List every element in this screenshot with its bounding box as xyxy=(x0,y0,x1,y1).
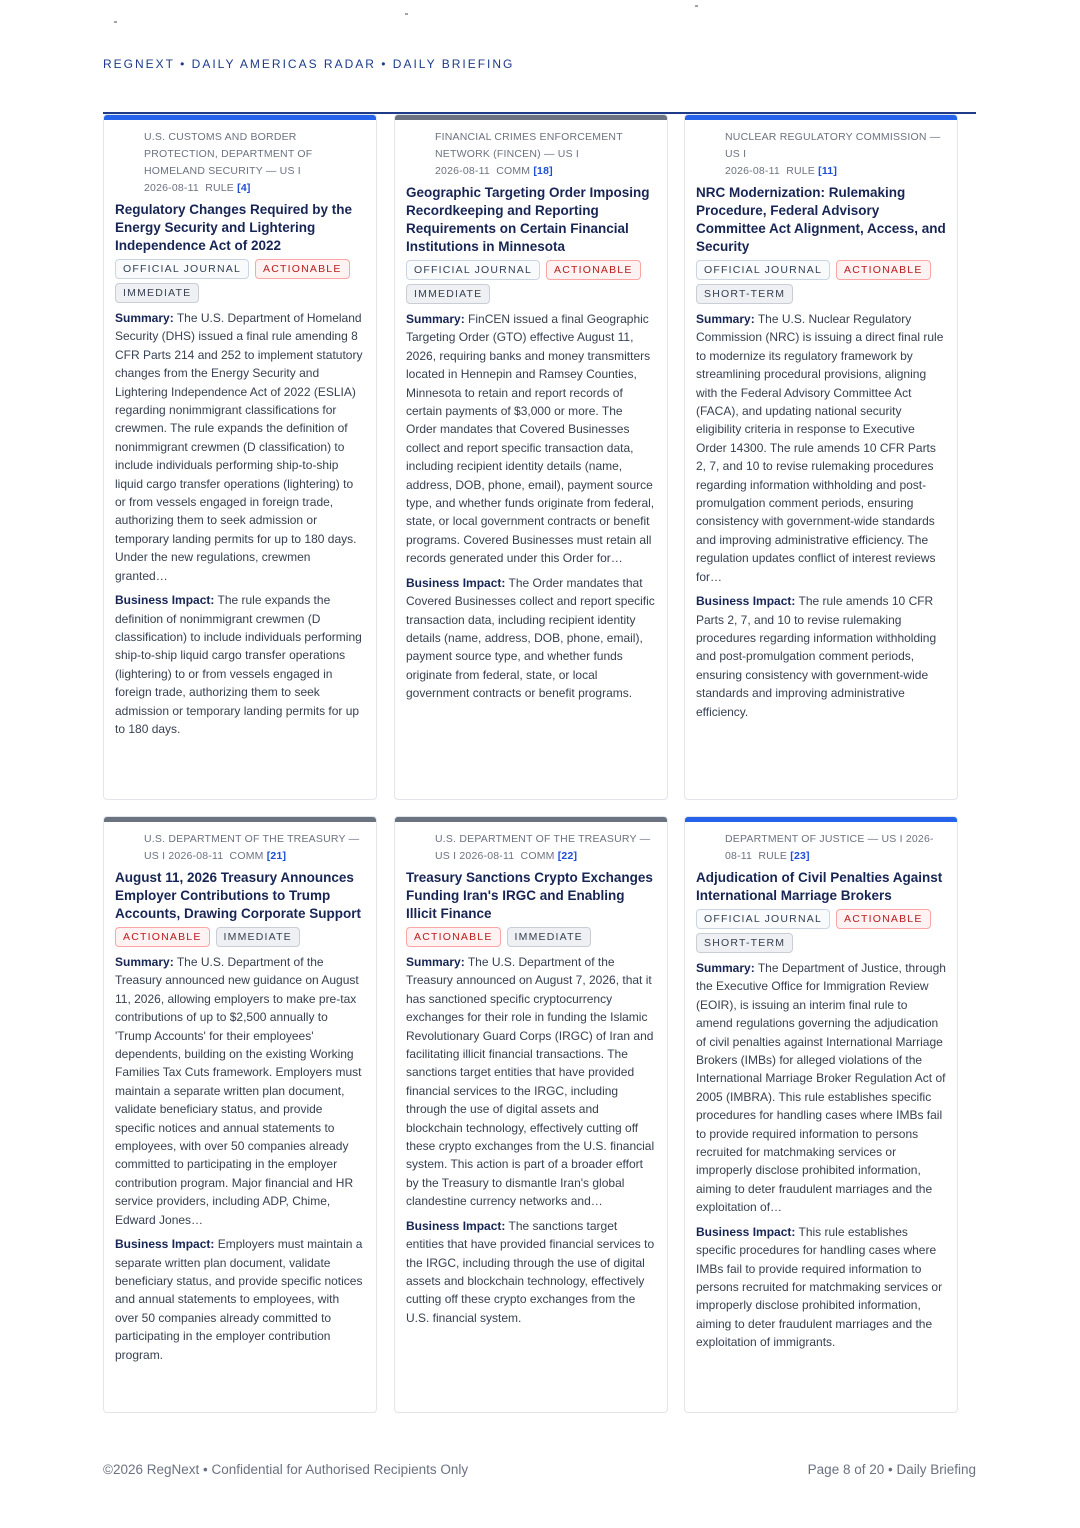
doc-type-label: RULE xyxy=(786,165,815,177)
summary-text: The Department of Justice, through the Executive Office for Immigration Review (EOIR), is issuing an interim final rule to amend regulations governing the adjudication of civil penalties against International Marriage Brokers (IMBs) for alleged violations of the International Marriage Broker Regulation Act of 2005 (IMBRA). This rule establishes specific procedures for handling cases where IMBs fail to provide required information to persons recruited for matchmaking services or improperly disclose prohibited information, aiming to deter fraudulent marriages and the exploitation of… xyxy=(696,961,946,1215)
reference-link[interactable]: [11] xyxy=(818,165,838,177)
card-meta xyxy=(406,129,656,180)
date-label: 2026-08-11 xyxy=(144,182,199,194)
doc-type-label: COMM xyxy=(496,165,531,177)
summary-text: The U.S. Department of the Treasury announced on August 7, 2026, that it has sanctioned specific cryptocurrency exchanges for their role in funding the Islamic Revolutionary Guard Corps (IRGC) of Iran and facilitating illicit financial transactions. The sanctions target entities that have provided financial services to the IRGC, including through the use of digital assets and blockchain technology, effectively cutting off these crypto exchanges from the U.S. financial system. This action is part of a broader effort by the Treasury to dismantle Iran's global clandestine currency networks and… xyxy=(406,955,655,1209)
business-impact-paragraph xyxy=(115,591,365,738)
business-impact-label: Business Impact: xyxy=(406,1218,506,1233)
agency-label: U.S. CUSTOMS AND BORDER PROTECTION, DEPARTMENT OF HOMELAND SECURITY — US I xyxy=(144,131,313,177)
business-impact-text: The rule amends 10 CFR Parts 2, 7, and 10 to revise rulemaking procedures regarding information withholding and post-promulgation comment periods, ensuring consistency with government-wide standards and improving administrative efficiency. xyxy=(696,594,937,719)
date-label: 2026-08-11 xyxy=(459,850,515,862)
tag-list xyxy=(115,259,365,303)
briefing-card xyxy=(394,114,668,800)
tag-actionable: ACTIONABLE xyxy=(836,260,931,280)
reference-link[interactable]: [21] xyxy=(266,850,287,862)
business-impact-label: Business Impact: xyxy=(115,1237,215,1252)
doc-type-label: RULE xyxy=(205,182,234,194)
summary-label: Summary: xyxy=(115,311,174,325)
briefing-card xyxy=(684,114,958,800)
summary-paragraph xyxy=(696,310,946,586)
business-impact-label: Business Impact: xyxy=(696,1224,796,1239)
business-impact-paragraph xyxy=(115,1235,365,1364)
card-meta xyxy=(696,831,946,865)
tag-official-journal: OFFICIAL JOURNAL xyxy=(696,909,830,929)
business-impact-label: Business Impact: xyxy=(696,594,796,609)
card-meta xyxy=(115,129,365,197)
summary-label: Summary: xyxy=(696,312,755,326)
summary-paragraph xyxy=(406,310,656,568)
date-label: 2026-08-11 xyxy=(168,850,224,862)
footer-page-number: Page 8 of 20 • Daily Briefing xyxy=(807,1462,976,1477)
tag-actionable: ACTIONABLE xyxy=(836,909,931,929)
business-impact-label: Business Impact: xyxy=(115,593,215,608)
agency-label: U.S. DEPARTMENT OF THE TREASURY — US I xyxy=(144,833,360,862)
tag-immediate: IMMEDIATE xyxy=(216,927,300,947)
agency-label: NUCLEAR REGULATORY COMMISSION — US I xyxy=(725,131,941,160)
tag-actionable: ACTIONABLE xyxy=(255,259,350,279)
tag-immediate: IMMEDIATE xyxy=(507,927,591,947)
date-label: 2026-08-11 xyxy=(725,833,934,862)
card-meta xyxy=(115,831,365,865)
tag-official-journal: OFFICIAL JOURNAL xyxy=(406,260,540,280)
briefing-card xyxy=(103,816,377,1413)
tag-list xyxy=(406,260,656,304)
footer-copyright: ©2026 RegNext • Confidential for Authorised Recipients Only xyxy=(103,1462,469,1477)
page-header-breadcrumb: REGNEXT • DAILY AMERICAS RADAR • DAILY BRIEFING xyxy=(103,57,515,71)
tag-official-journal: OFFICIAL JOURNAL xyxy=(696,260,830,280)
doc-type-label: RULE xyxy=(758,850,788,862)
card-title: NRC Modernization: Rulemaking Procedure, Federal Advisory Committee Act Alignment, Access, and Security xyxy=(696,185,946,254)
card-meta xyxy=(696,129,946,180)
business-impact-paragraph xyxy=(696,1223,946,1352)
tag-short-term: SHORT-TERM xyxy=(696,284,793,304)
summary-label: Summary: xyxy=(696,961,755,975)
doc-type-label: COMM xyxy=(520,850,555,862)
business-impact-text: Employers must maintain a separate written plan document, validate beneficiary status, and provide specific notices and annual statements to employees, with over 50 companies already committed to participating in the employer contribution program. xyxy=(115,1237,363,1362)
card-meta xyxy=(406,831,656,865)
tag-list xyxy=(406,927,656,947)
summary-paragraph xyxy=(115,309,365,585)
summary-text: FinCEN issued a final Geographic Targeting Order (GTO) effective August 11, 2026, requiring banks and money transmitters located in Hennepin and Ramsey Counties, Minnesota to retain and report records of certain payments of $3,000 or more. The Order mandates that Covered Businesses collect and report specific transaction data, including recipient identity details (name, address, DOB, phone, email), payment source type, and whether funds originate from federal, state, or local government contracts or benefit programs. Covered Businesses must retain all records generated under this Order for… xyxy=(406,312,655,566)
tag-list xyxy=(696,260,946,304)
summary-paragraph xyxy=(115,953,365,1229)
business-impact-text: The Order mandates that Covered Businesses collect and report specific transaction data, including recipient identity details (name, address, DOB, phone, email), payment source type, and whether funds originate from federal, state, or local government contracts or benefit programs. xyxy=(406,575,655,701)
tag-actionable: ACTIONABLE xyxy=(546,260,641,280)
card-title: Adjudication of Civil Penalties Against International Marriage Brokers xyxy=(696,870,943,903)
business-impact-text: The sanctions target entities that have provided financial services to the IRGC, including through the use of digital assets and blockchain technology, effectively cutting off these crypto exchanges from the U.S. financial system. xyxy=(406,1218,655,1325)
business-impact-label: Business Impact: xyxy=(406,575,506,590)
tag-official-journal: OFFICIAL JOURNAL xyxy=(115,259,249,279)
card-title: August 11, 2026 Treasury Announces Employer Contributions to Trump Accounts, Drawing Corporate Support xyxy=(115,870,362,921)
business-impact-text: The rule expands the definition of nonimmigrant crewmen (D classification) to include individuals performing ship-to-ship liquid cargo transfer operations (lightering) to or from vessels engaged in foreign trade, authorizing them to seek admission or temporary landing permits for up to 180 days. xyxy=(115,593,362,736)
agency-label: DEPARTMENT OF JUSTICE — US I xyxy=(725,833,903,845)
tag-immediate: IMMEDIATE xyxy=(406,284,490,304)
briefing-card xyxy=(684,816,958,1413)
summary-text: The U.S. Department of Homeland Security (DHS) issued a final rule amending 8 CFR Parts 214 and 252 to implement statutory changes from the Energy Security and Lightering Independence Act of 2022 (ESLIA) regarding nonimmigrant classifications for crewmen. The rule expands the definition of nonimmigrant crewmen (D classification) to include individuals performing ship-to-ship liquid cargo transfer operations (lightering) to or from vessels engaged in foreign trade, authorizing them to seek admission or temporary landing permits for up to 180 days. Under the new regulations, crewmen granted… xyxy=(115,311,363,583)
doc-type-label: COMM xyxy=(229,850,264,862)
card-title: Regulatory Changes Required by the Energy Security and Lightering Independence Act of 2022 xyxy=(115,202,353,253)
business-impact-paragraph xyxy=(406,1217,656,1327)
summary-label: Summary: xyxy=(406,955,465,969)
summary-label: Summary: xyxy=(115,955,174,969)
summary-text: The U.S. Nuclear Regulatory Commission (NRC) is issuing a direct final rule to modernize its regulatory framework by streamlining procedural provisions, aligning with the Federal Advisory Committee Act (FACA), and updating national security eligibility criteria in response to Executive Order 14300. The rule amends 10 CFR Parts 2, 7, and 10 to revise rulemaking procedures regarding information withholding and post-promulgation comment periods, ensuring consistency with government-wide standards and improving administrative efficiency. The regulation updates conflict of interest reviews for… xyxy=(696,312,944,584)
tag-immediate: IMMEDIATE xyxy=(115,283,199,303)
summary-text: The U.S. Department of the Treasury announced new guidance on August 11, 2026, allowing employers to make pre-tax contributions of up to $2,500 annually to 'Trump Accounts' for their employees' dependents, building on the existing Working Families Tax Cuts framework. Employers must maintain a separate written plan document, validate beneficiary status, and provide specific notices and annual statements to employees, with over 50 companies already committed to participating in the employer contribution program. Major financial and HR service providers, including ADP, Chime, Edward Jones… xyxy=(115,955,362,1227)
summary-label: Summary: xyxy=(406,312,465,326)
card-title: Geographic Targeting Order Imposing Recordkeeping and Reporting Requirements on Certain Financial Institutions in Minnesota xyxy=(406,185,650,254)
tag-actionable: ACTIONABLE xyxy=(115,927,210,947)
agency-label: U.S. DEPARTMENT OF THE TREASURY — US I xyxy=(435,833,651,862)
date-label: 2026-08-11 xyxy=(725,165,780,177)
business-impact-text: This rule establishes specific procedures for handling cases where IMBs fail to provide required information to persons recruited for matchmaking services or improperly disclose prohibited information, aiming to deter fraudulent marriages and the exploitation of immigrants. xyxy=(696,1224,943,1350)
reference-link[interactable]: [4] xyxy=(237,182,251,194)
reference-link[interactable]: [22] xyxy=(557,850,578,862)
reference-link[interactable]: [23] xyxy=(790,850,810,862)
date-label: 2026-08-11 xyxy=(435,165,490,177)
business-impact-paragraph xyxy=(406,574,656,703)
tag-list xyxy=(696,909,946,953)
briefing-card xyxy=(103,114,377,800)
summary-paragraph xyxy=(696,959,946,1217)
reference-link[interactable]: [18] xyxy=(533,165,553,177)
tag-list xyxy=(115,927,365,947)
business-impact-paragraph xyxy=(696,592,946,721)
tag-actionable: ACTIONABLE xyxy=(406,927,501,947)
tag-short-term: SHORT-TERM xyxy=(696,933,793,953)
briefing-card xyxy=(394,816,668,1413)
card-title: Treasury Sanctions Crypto Exchanges Funding Iran's IRGC and Enabling Illicit Finance xyxy=(406,870,653,921)
agency-label: FINANCIAL CRIMES ENFORCEMENT NETWORK (FINCEN) — US I xyxy=(435,131,623,160)
summary-paragraph xyxy=(406,953,656,1211)
